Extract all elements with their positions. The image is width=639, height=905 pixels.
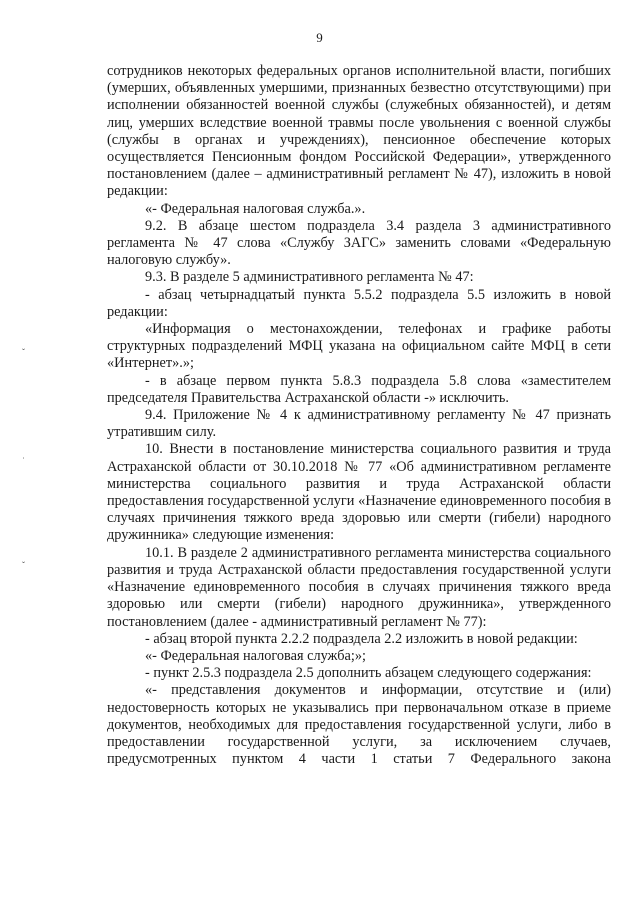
paragraph: 9.4. Приложение № 4 к административному регламенту № 47 признать утратившим силу. — [107, 407, 611, 441]
paragraph: «- представления документов и информации, отсутствие и (или) недостоверность которых не указывались при первоначальном отказе в приеме документов, необходимых для предоставления государственной услуги, либо в предоставлении государственной услуги, за исключением случаев, предусмотренных пунктом 4 части 1 статьи 7 Федерального закона — [107, 682, 611, 768]
document-body — [107, 63, 611, 768]
scan-mark: ˇ — [22, 560, 25, 570]
paragraph: - абзац четырнадцатый пункта 5.5.2 подраздела 5.5 изложить в новой редакции: — [107, 286, 611, 320]
paragraph: «- Федеральная налоговая служба.». — [145, 200, 366, 217]
page-number: 9 — [316, 30, 323, 45]
paragraph: - пункт 2.5.3 подраздела 2.5 дополнить абзацем следующего содержания: — [145, 665, 592, 682]
paragraph: 9.2. В абзаце шестом подраздела 3.4 раздела 3 административного регламента № 47 слова «Службу ЗАГС» заменить словами «Федеральную налоговую службу». — [107, 217, 611, 269]
paragraph: 10.1. В разделе 2 административного регламента министерства социального развития и труда Астраханской области предоставления государственной услуги «Назначение единовременного пособия в случаях причинения тяжкого вреда здоровью или смерти (гибели) народного дружинника», утвержденного постановлением (далее - административный регламент № 77): — [107, 544, 611, 630]
paragraph: - абзац второй пункта 2.2.2 подраздела 2.2 изложить в новой редакции: — [145, 630, 578, 647]
paragraph: 10. Внести в постановление министерства социального развития и труда Астраханской области от 30.10.2018 № 77 «Об административном регламенте министерства социального развития и труда Астраханской области предоставления государственной услуги «Назначение единовременного пособия в случаях причинения тяжкого вреда здоровью или смерти (гибели) народного дружинника» следующие изменения: — [107, 441, 611, 544]
paragraph: «- Федеральная налоговая служба;»; — [145, 647, 366, 664]
paragraph: «Информация о местонахождении, телефонах и графике работы структурных подразделений МФЦ указана на официальном сайте МФЦ в сети «Интернет».»; — [107, 321, 611, 372]
paragraph: сотрудников некоторых федеральных органов исполнительной власти, погибших (умерших, объявленных умершими, признанных безвестно отсутствующими) при исполнении обязанностей военной службы (служебных обязанностей), и детям лиц, умерших вследствие военной травмы после увольнения с военной службы (службы в органах и учреждениях), пенсионное обеспечение которых осуществляется Пенсионным фондом Российской Федерации», утвержденного постановлением (далее – административный регламент № 47), изложить в новой редакции: — [107, 63, 611, 200]
scan-mark: ˇ — [22, 347, 25, 357]
scan-mark: ˙ — [22, 456, 25, 466]
paragraph: - в абзаце первом пункта 5.8.3 подраздела 5.8 слова «заместителем председателя Правительства Астраханской области -» исключить. — [107, 372, 611, 406]
paragraph: 9.3. В разделе 5 административного регламента № 47: — [145, 269, 474, 286]
